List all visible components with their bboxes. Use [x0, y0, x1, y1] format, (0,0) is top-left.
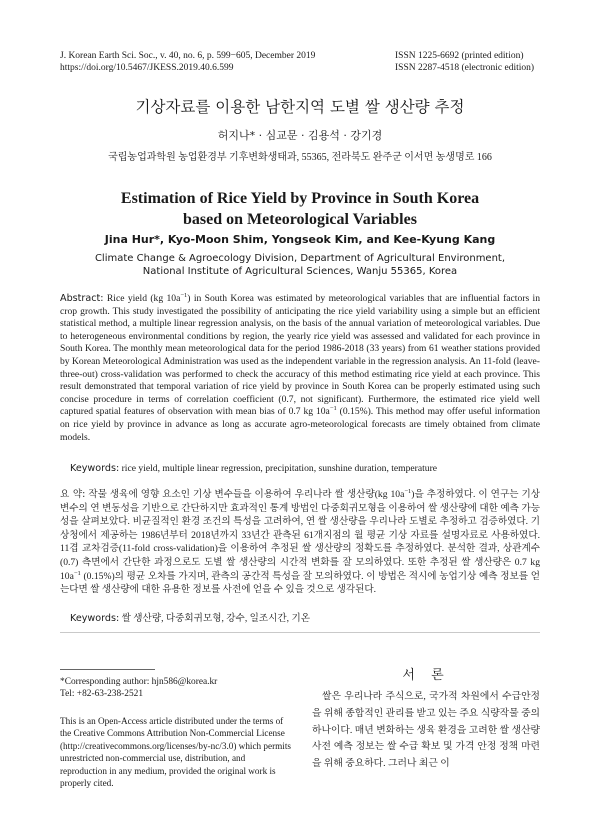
- section-divider: [60, 632, 540, 633]
- introduction-text: 쌀은 우리나라 주식으로, 국가적 차원에서 수급안정을 위해 종합적인 관리를 받고 있는 주요 식량작물 중의 하나이다. 매년 변화하는 생육 환경을 고려한 쌀 생산량 사전 예측 정보는 쌀 수급 확보 및 가격 안정 정책 마련을 위해 중요하다. 그러나 최근 이: [312, 691, 540, 770]
- korean-affiliation: 국립농업과학원 농업환경부 기후변화생태과, 55365, 전라북도 완주군 이서면 농생명로 166: [108, 152, 492, 163]
- korean-keywords: [70, 610, 310, 624]
- abstract-text-3: (0.15%). This method may offer useful information on rice yield by province in advance as long as accurate agro-meteorological forecasts are timely obtained from climate models.: [60, 406, 540, 443]
- issn-print: ISSN 1225-6692 (printed edition): [395, 51, 524, 61]
- keywords-label: Keywords:: [70, 463, 120, 474]
- abstract-text-1: Rice yield (kg 10a: [103, 293, 181, 304]
- korean-keywords-text: 쌀 생산량, 다중회귀모형, 강수, 일조시간, 기온: [119, 613, 311, 624]
- english-title: [0, 188, 600, 230]
- abstract-sup-2: −1: [329, 405, 337, 413]
- korean-abstract-text-2: )을 추정하였다. 이 연구는 기상 변수의 연 변동성을 기반으로 간단하지만 효과적인 통계 방법인 다중회귀모형을 이용하여 쌀 생산량에 대한 예측 가능성을 살펴보았다. 비균질적인 환경 조건의 특성을 고려하여, 연 쌀 생산량을 우리나라 도별로 추정하고 검증하였다. 기상청에서 제공하는 1986년부터 2018년까지 33년간 관측된 61개지점의 월 평균 기상 자료를 설명자료로 사용하였다. 11겹 교차검증(11-fold cross-validation)을 이용하여 추정된 쌀 생산량의 정확도를 추정하였다. 분석한 결과, 상관계수(0.7) 측면에서 간단한 과정으로도 도별 쌀 생산량의 시간적 변화를 잘 모의하였다. 또한 추정된 쌀 생산량은 0.7 kg 10a: [60, 489, 540, 582]
- issn-electronic: ISSN 2287-4518 (electronic edition): [395, 63, 535, 73]
- english-title-line2: based on Meteorological Variables: [183, 211, 417, 228]
- journal-header-left: [60, 50, 315, 74]
- korean-title: 기상자료를 이용한 남한지역 도별 쌀 생산량 추정: [135, 98, 465, 116]
- korean-abstract: [60, 488, 540, 597]
- footnote-rule: [60, 669, 155, 670]
- english-abstract: [60, 293, 540, 444]
- journal-citation: J. Korean Earth Sci. Soc., v. 40, no. 6, p. 599−605, December 2019: [60, 51, 316, 61]
- abstract-sup-1: −1: [180, 291, 188, 299]
- abstract-text-2: ) in South Korea was estimated by meteorological variables that are influential factors in crop growth. This study investigated the possibility of anticipating the rice yield variability using a simple but an efficient statistical method, a multiple linear regression analysis, on the basis of the annual variation of meteorological variables. Due to heterogeneous environmental conditions by region, the yearly rice yield was assessed and validated for each province in South Korea. The monthly mean meteorological data for the period 1986-2018 (33 years) from 61 weather stations provided by Korean Meteorological Administration was used as the independent variable in the regression analysis. An 11-fold (leave-three-out) cross-validation was performed to check the accuracy of this method estimating rice yield at each province. This result demonstrated that temporal variation of rice yield by province in South Korea can be properly estimated using such concise procedure in terms of correlation coefficient (0.7, not significant). Furthermore, the estimated rice yield well captured spatial features of observation with mean bias of 0.7 kg 10a: [60, 293, 541, 418]
- license-note: This is an Open-Access article distributed under the terms of the Creative Commons Attribution Non-Commercial License (http://creativecommons.org/licenses/by-nc/3.0) which permits unrestricted non-commercial use, distribution, and reproduction in any medium, provided the original work is properly cited.: [60, 716, 291, 789]
- english-title-line1: Estimation of Rice Yield by Province in South Korea: [120, 190, 480, 207]
- corresponding-tel: Tel: +82-63-238-2521: [60, 689, 144, 699]
- korean-abstract-label: 요 약:: [60, 489, 86, 500]
- korean-abstract-sup-2: −1: [73, 569, 81, 577]
- korean-abstract-text-1: 작물 생육에 영향 요소인 기상 변수들을 이용하여 우리나라 쌀 생산량(kg 10a: [85, 489, 405, 500]
- english-keywords: [70, 463, 437, 474]
- english-affiliation-line1: Climate Change & Agroecology Division, Department of Agricultural Environment,: [94, 253, 506, 264]
- abstract-label: Abstract:: [60, 293, 104, 304]
- doi-link[interactable]: https://doi.org/10.5467/JKESS.2019.40.6.599: [60, 63, 234, 73]
- english-affiliation-line2: National Institute of Agricultural Sciences, Wanju 55365, Korea: [142, 266, 458, 277]
- korean-abstract-sup-1: −1: [404, 487, 412, 495]
- introduction-heading: 서 론: [402, 668, 450, 683]
- journal-header-right: [395, 50, 534, 74]
- korean-keywords-label: Keywords:: [70, 613, 120, 624]
- english-affiliation: [0, 252, 600, 278]
- korean-abstract-text-3: (0.15%)의 평균 오차를 가지며, 관측의 공간적 특성을 잘 모의하였다. 이 방법은 적시에 농업기상 예측 정보를 얻는다면 쌀 생산량에 대한 유용한 정보를 사전에 얻을 수 있을 것으로 생각된다.: [60, 570, 540, 596]
- english-authors: Jina Hur*, Kyo-Moon Shim, Yongseok Kim, and Kee-Kyung Kang: [104, 233, 496, 246]
- keywords-text: rice yield, multiple linear regression, precipitation, sunshine duration, temperature: [119, 463, 438, 474]
- corresponding-author: *Corresponding author: hjn586@korea.kr: [60, 677, 218, 687]
- korean-authors: 허지나* · 심교문 · 김용석 · 강기경: [217, 129, 383, 142]
- correspondence-note: [60, 676, 217, 700]
